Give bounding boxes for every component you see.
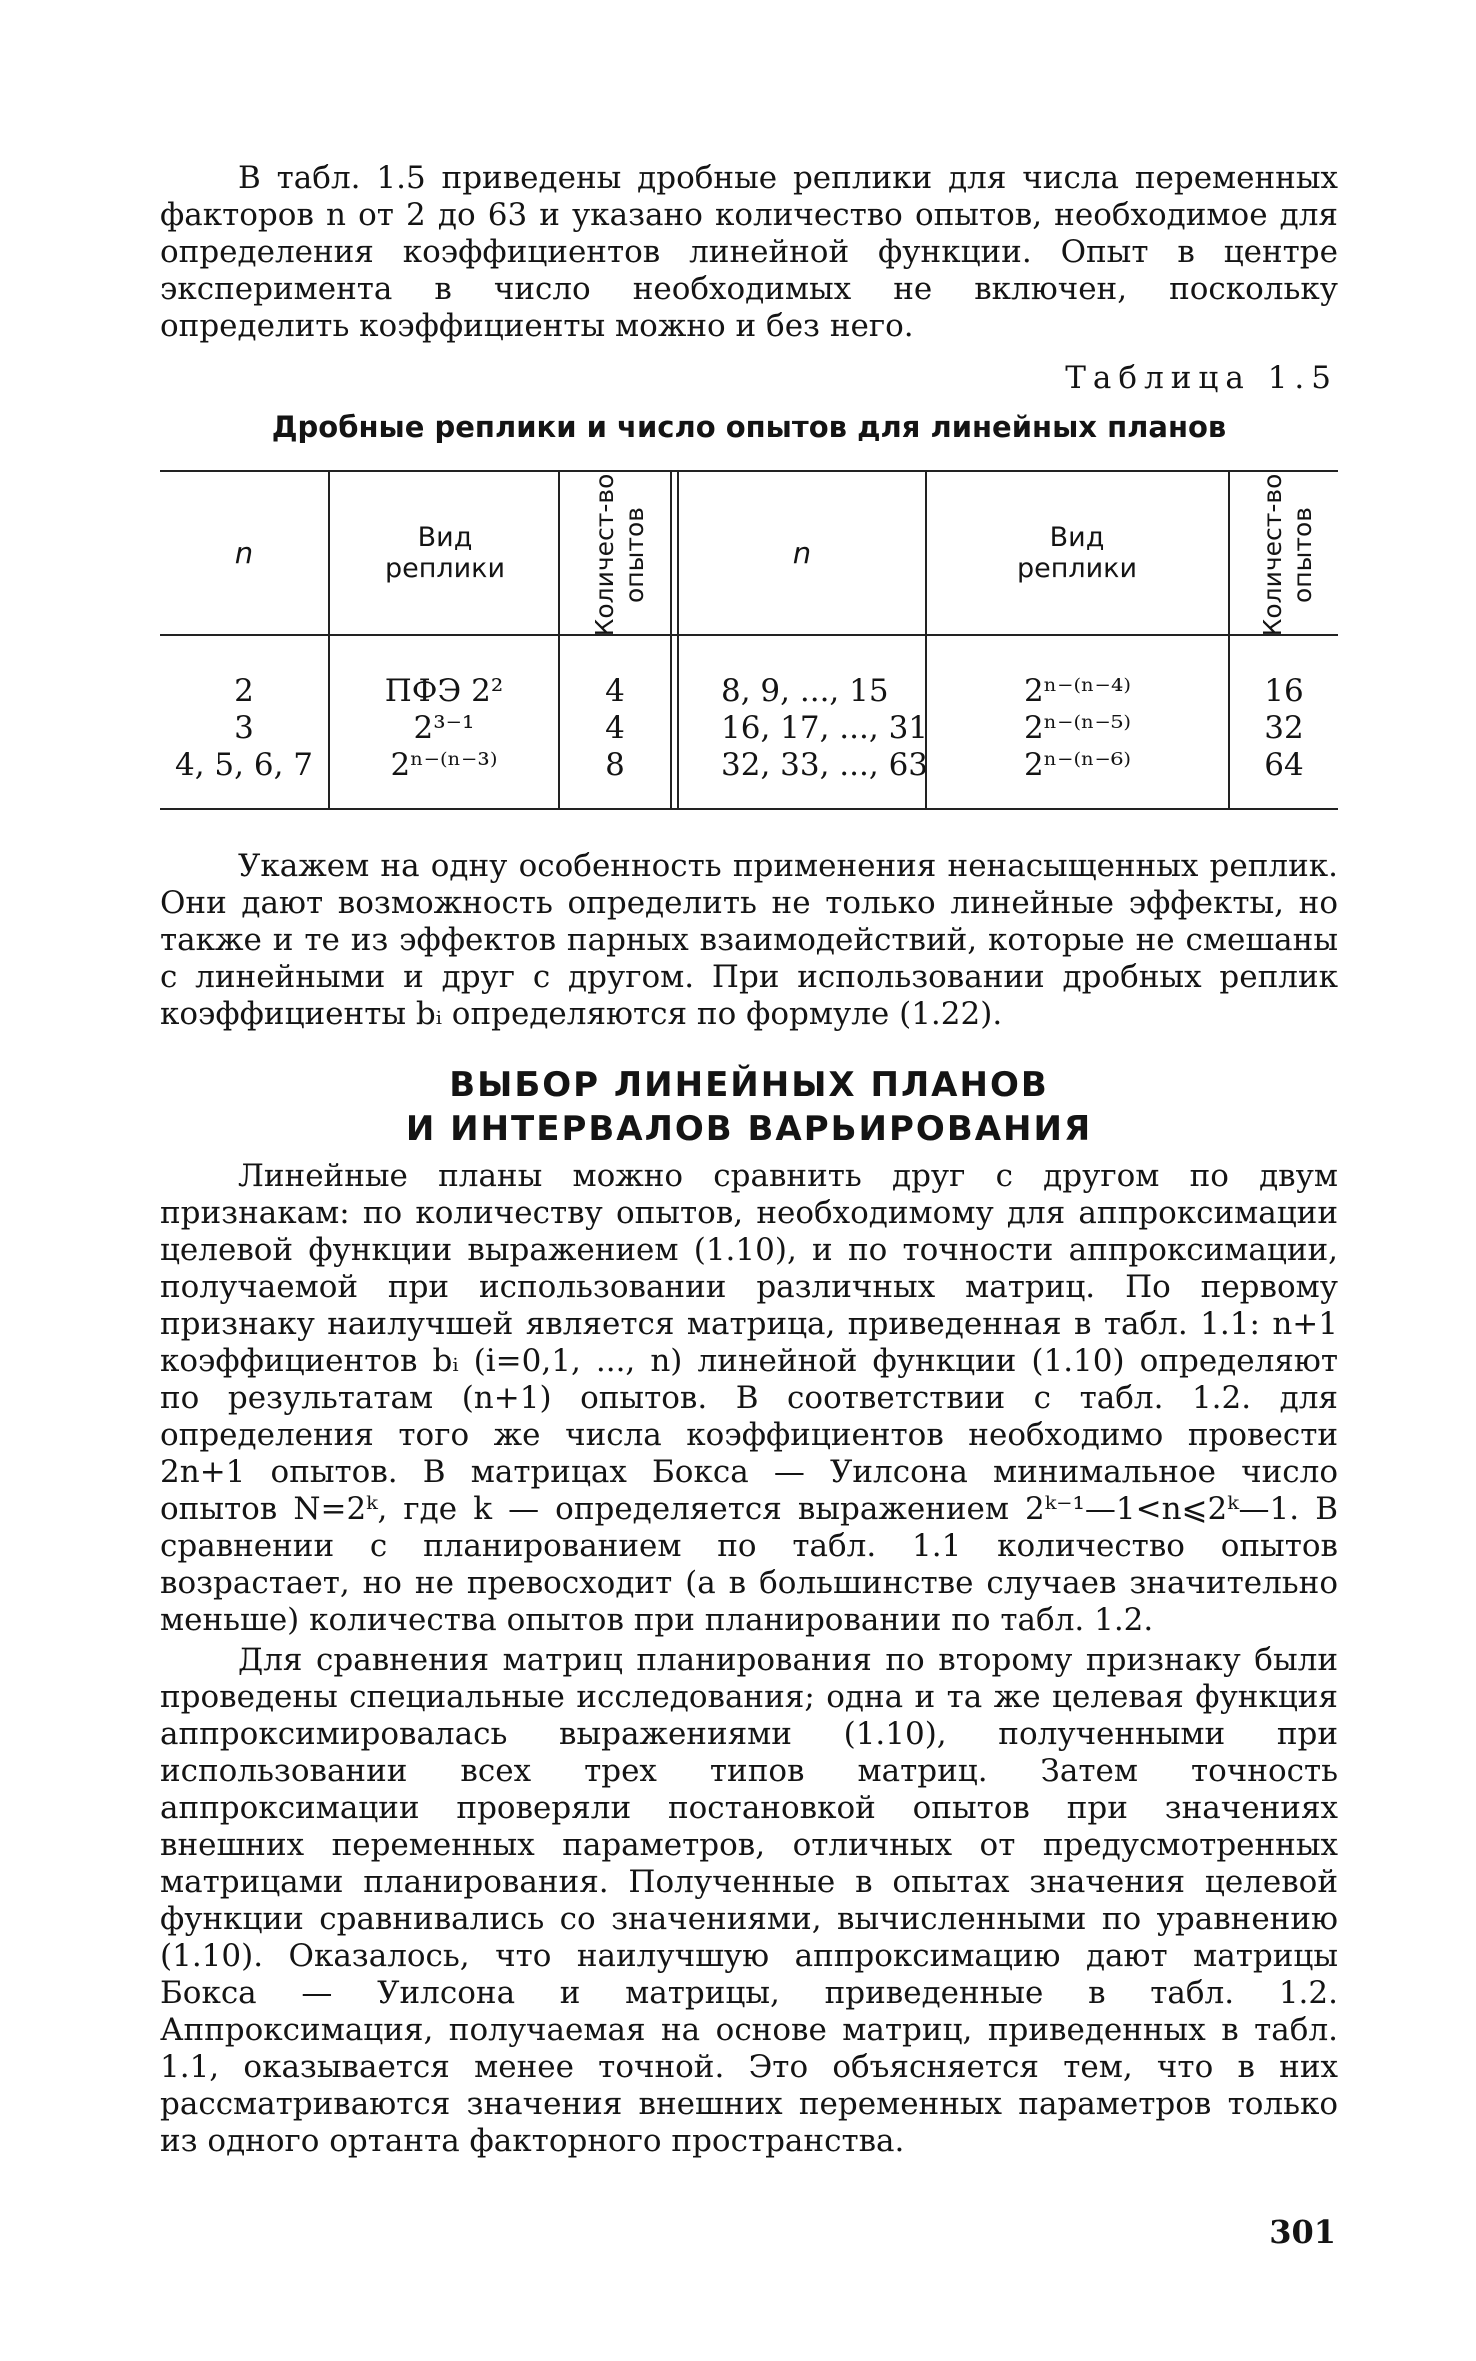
table-cell: 2³⁻¹	[413, 710, 475, 746]
header-vid-right: Вид реплики	[1016, 522, 1138, 584]
section-paragraph-2: Для сравнения матриц планирования по второму признаку были проведены специальные исследования; одна и та же целевая функция аппроксимировалась выражениями (1.10), полученными при использовании всех трех типов матриц. Затем точность аппроксимации проверяли постановкой опытов при значениях внешних переменных параметров, отличных от предусмотренных матрицами планирования. Полученные в опытах значения целевой функции сравнивались со значениями, вычисленными по уравнению (1.10). Оказалось, что наилучшую аппроксимацию дают матрицы Бокса — Уилсона и матрицы, приведенные в табл. 1.2. Аппроксимация, получаемая на основе матриц, приведенных в табл. 1.1, оказывается менее точной. Это объясняется тем, что в них рассматриваются значения внешних переменных параметров только из одного ортанта факторного пространства.	[160, 1642, 1338, 2159]
table-label: Таблица 1.5	[1065, 360, 1338, 396]
section-paragraph-1: Линейные планы можно сравнить друг с другом по двум признакам: по количеству опытов, необходимому для аппроксимации целевой функции выражением (1.10), и по точности аппроксимации, получаемой при использовании различных матриц. По первому признаку наилучшей является матрица, приведенная в табл. 1.1: n+1 коэффициентов bᵢ (i=0,1, ..., n) линейной функции (1.10) определяют по результатам (n+1) опытов. В соответствии с табл. 1.2. для определения того же числа коэффициентов необходимо провести 2n+1 опытов. В матрицах Бокса — Уилсона минимальное число опытов N=2ᵏ, где k — определяется выражением 2ᵏ⁻¹—1<n⩽2ᵏ—1. В сравнении с планированием по табл. 1.1 количество опытов возрастает, но не превосходит (а в большинстве случаев значительно меньше) количества опытов при планировании по табл. 1.2.	[160, 1158, 1338, 1638]
table-cell: 2ⁿ⁻⁽ⁿ⁻⁶⁾	[1024, 747, 1131, 783]
left-n-column	[160, 673, 328, 784]
header-n-right: n	[792, 535, 812, 570]
header-count-left: Количест-во опытов	[590, 473, 649, 637]
section-heading-line: И ИНТЕРВАЛОВ ВАРЬИРОВАНИЯ	[405, 1109, 1093, 1149]
table-cell: 16	[1264, 673, 1304, 709]
table-title: Дробные реплики и число опытов для линейных планов	[271, 410, 1227, 444]
table-cell: 2ⁿ⁻⁽ⁿ⁻³⁾	[390, 747, 498, 783]
table-cell: 16, 17, ..., 31	[721, 710, 929, 746]
table-cell: 32, 33, ..., 63	[721, 747, 929, 783]
right-vid-column	[927, 673, 1228, 784]
table-cell: 64	[1264, 747, 1304, 783]
left-count-column	[560, 673, 670, 784]
table-cell: 3	[234, 710, 254, 746]
table-cell: 2	[234, 673, 254, 709]
col-divider-double	[670, 472, 672, 808]
header-n-left: n	[234, 535, 254, 570]
table-cell: 2ⁿ⁻⁽ⁿ⁻⁴⁾	[1024, 673, 1131, 709]
table-header-rule	[160, 634, 1338, 636]
section-heading-line: ВЫБОР ЛИНЕЙНЫХ ПЛАНОВ	[449, 1065, 1049, 1105]
after-table-paragraph: Укажем на одну особенность применения ненасыщенных реплик. Они дают возможность определить не только линейные эффекты, но также и те из эффектов парных взаимодействий, которые не смешаны с линейными и друг с другом. При использовании дробных реплик коэффициенты bᵢ определяются по формуле (1.22).	[160, 848, 1338, 1032]
page-number: 301	[1269, 2213, 1336, 2251]
left-vid-column	[330, 673, 558, 784]
table-cell: 4	[605, 673, 625, 709]
table-cell: 8	[605, 747, 625, 783]
right-count-column	[1230, 673, 1338, 784]
header-vid-left: Вид реплики	[384, 522, 506, 584]
table-cell: 8, 9, ..., 15	[721, 673, 889, 709]
table-cell: 2ⁿ⁻⁽ⁿ⁻⁵⁾	[1024, 710, 1131, 746]
table-cell: 32	[1264, 710, 1304, 746]
header-count-right: Количест-во опытов	[1258, 473, 1317, 637]
section-heading	[160, 1063, 1338, 1151]
intro-paragraph: В табл. 1.5 приведены дробные реплики для числа переменных факторов n от 2 до 63 и указано количество опытов, необходимое для определения коэффициентов линейной функции. Опыт в центре эксперимента в число необходимых не включен, поскольку определить коэффициенты можно и без него.	[160, 160, 1338, 344]
table-bottom-rule	[160, 808, 1338, 810]
table-cell: ПФЭ 2²	[384, 673, 504, 709]
table-cell: 4, 5, 6, 7	[174, 747, 314, 783]
table-cell: 4	[605, 710, 625, 746]
right-n-column	[679, 673, 929, 784]
